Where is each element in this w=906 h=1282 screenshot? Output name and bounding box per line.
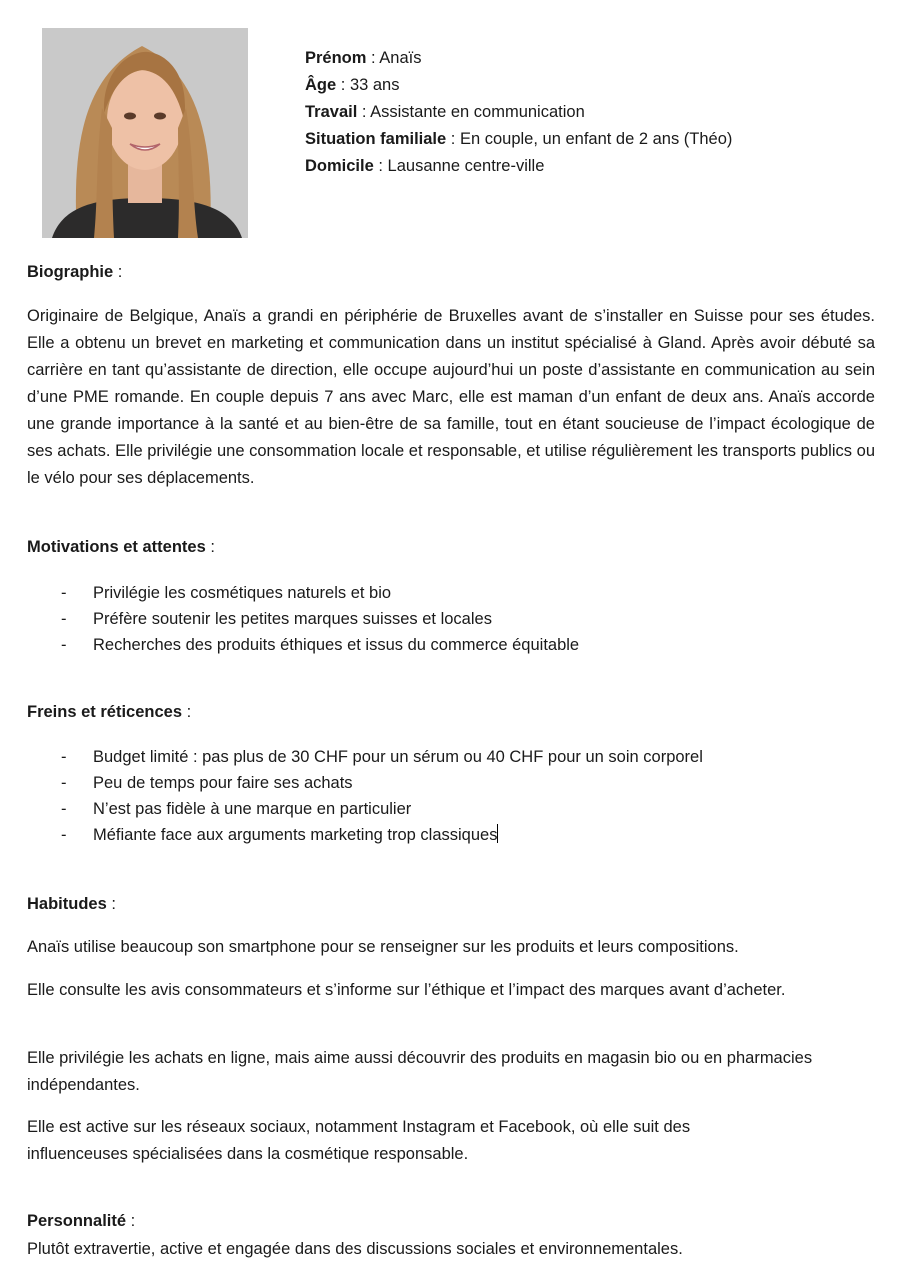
habitudes-title: Habitudes	[27, 895, 107, 913]
domicile-value: Lausanne centre-ville	[387, 157, 545, 175]
age-value: 33 ans	[349, 76, 400, 94]
list-item-text: Méfiante face aux arguments marketing trop classiques	[93, 826, 498, 844]
age-row: Âge : 33 ans	[305, 76, 400, 94]
motivations-list	[0, 580, 579, 658]
motivations-heading: Motivations et attentes :	[27, 538, 215, 556]
travail-value: Assistante en communication	[370, 103, 585, 121]
list-item[interactable]: - Peu de temps pour faire ses achats	[0, 770, 703, 796]
freins-heading: Freins et réticences :	[27, 703, 192, 721]
domicile-label: Domicile	[305, 157, 374, 175]
list-item[interactable]: - N’est pas fidèle à une marque en particulier	[0, 796, 703, 822]
freins-list	[0, 744, 703, 848]
freins-title: Freins et réticences	[27, 703, 182, 721]
habitudes-heading: Habitudes :	[27, 895, 116, 913]
travail-label: Travail	[305, 103, 358, 121]
profile-photo	[42, 28, 248, 238]
prenom-value: Anaïs	[379, 49, 422, 67]
habitudes-paragraph-3[interactable]: Elle privilégie les achats en ligne, mais aime aussi découvrir des produits en magasin bio ou en pharmacies indépendantes.	[27, 1049, 813, 1094]
personnalite-heading: Personnalité :	[27, 1212, 136, 1230]
biographie-text[interactable]: Originaire de Belgique, Anaïs a grandi en périphérie de Bruxelles avant de s’installer en Suisse pour ses études. Elle a obtenu un brevet en marketing et communication dans un institut spécialisé à Gland. Après avoir débuté sa carrière en tant qu’assistante de direction, elle occupe aujourd’hui un poste d’assistante en communication au sein d’une PME romande. En couple depuis 7 ans avec Marc, elle est maman d’un enfant de deux ans. Anaïs accorde une grande importance à la santé et au bien-être de sa famille, tout en étant soucieuse de l’impact écologique de ses achats. Elle privilégie une consommation locale et responsable, et utilise régulièrement les transports publics ou le vélo pour ses déplacements.	[27, 307, 875, 487]
situation-row: Situation familiale : En couple, un enfant de 2 ans (Théo)	[305, 130, 733, 148]
age-label: Âge	[305, 76, 337, 94]
profile-info	[305, 45, 732, 180]
domicile-row: Domicile : Lausanne centre-ville	[305, 157, 545, 175]
text-cursor	[497, 824, 498, 843]
motivations-title: Motivations et attentes	[27, 538, 206, 556]
habitudes-paragraph-1[interactable]: Anaïs utilise beaucoup son smartphone pour se renseigner sur les produits et leurs compositions.	[27, 938, 739, 956]
personnalite-title: Personnalité	[27, 1212, 127, 1230]
habitudes-paragraph-2[interactable]: Elle consulte les avis consommateurs et s’informe sur l’éthique et l’impact des marques avant d’acheter.	[27, 981, 786, 999]
situation-label: Situation familiale	[305, 130, 447, 148]
list-item[interactable]: - Privilégie les cosmétiques naturels et bio	[0, 580, 579, 606]
list-item[interactable]	[0, 822, 703, 848]
personnalite-text[interactable]: Plutôt extravertie, active et engagée dans des discussions sociales et environnementales.	[27, 1240, 683, 1258]
portrait-image	[42, 28, 248, 238]
habitudes-paragraph-4[interactable]: Elle est active sur les réseaux sociaux, notamment Instagram et Facebook, où elle suit des influenceuses spécialisées dans la cosmétique responsable.	[27, 1118, 691, 1163]
prenom-row: Prénom : Anaïs	[305, 49, 422, 67]
list-item[interactable]: - Préfère soutenir les petites marques suisses et locales	[0, 606, 579, 632]
situation-value: En couple, un enfant de 2 ans (Théo)	[459, 130, 733, 148]
biographie-heading: Biographie :	[27, 263, 123, 281]
biographie-title: Biographie	[27, 263, 114, 281]
list-item[interactable]: - Recherches des produits éthiques et issus du commerce équitable	[0, 632, 579, 658]
prenom-label: Prénom	[305, 49, 367, 67]
list-item[interactable]: - Budget limité : pas plus de 30 CHF pour un sérum ou 40 CHF pour un soin corporel	[0, 744, 703, 770]
travail-row: Travail : Assistante en communication	[305, 103, 585, 121]
